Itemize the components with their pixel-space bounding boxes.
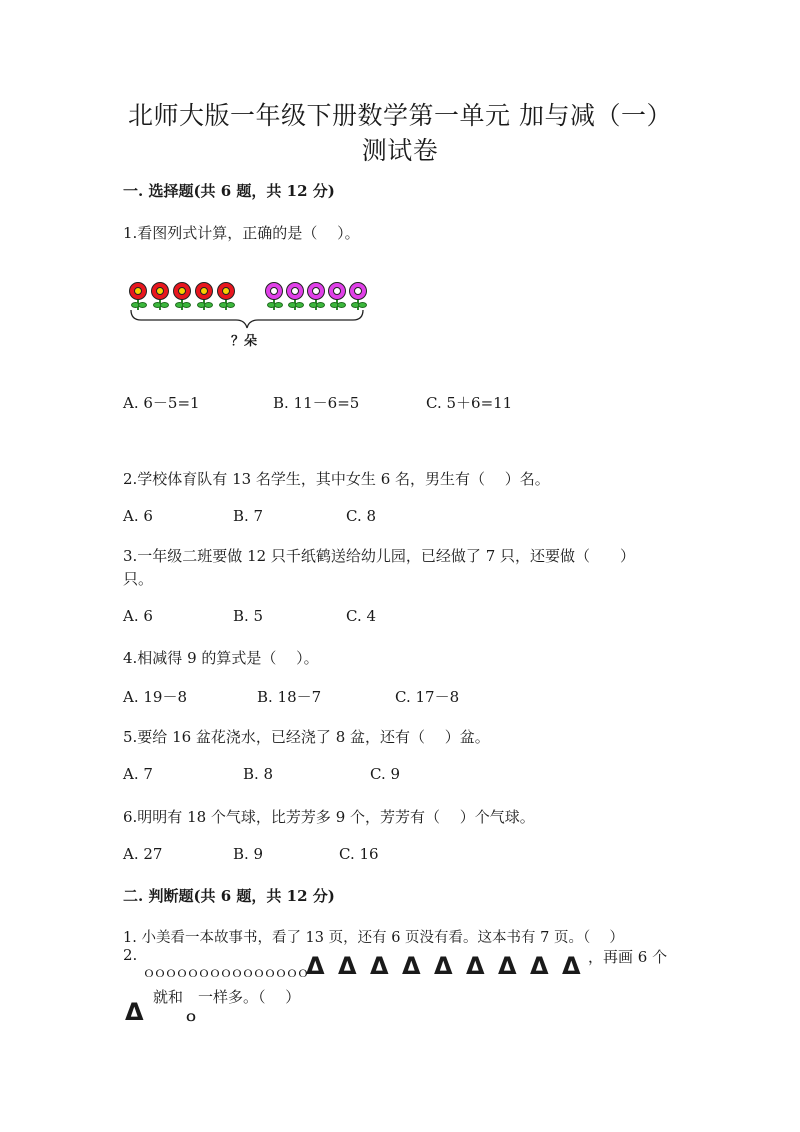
triangle-icon: Δ <box>402 952 421 980</box>
circle-icon: ｏ <box>184 1009 198 1025</box>
triangle-icon: Δ <box>370 952 389 980</box>
question-3-text-line2: 只。 <box>123 570 154 588</box>
triangle-icon: Δ <box>466 952 485 980</box>
question-4-option-a: A. 19－8 <box>123 688 187 706</box>
judgement-2-number: 2. <box>123 946 138 964</box>
figure-label: ？朵 <box>231 334 258 349</box>
question-4-option-b: B. 18－7 <box>257 688 322 706</box>
judgement-1-text: 1. 小美看一本故事书，看了 13 页，还有 6 页没有看。这本书有 7 页。（ ） <box>123 930 624 946</box>
question-4-option-c: C. 17－8 <box>395 688 460 706</box>
triangle-icon: Δ <box>306 952 325 980</box>
question-5-option-a: A. 7 <box>123 765 153 783</box>
question-1-option-b: B. 11－6=5 <box>273 394 360 412</box>
triangle-icon: Δ <box>338 952 357 980</box>
question-5-text: 5.要给 16 盆花浇水，已经浇了 8 盆，还有（ ）盆。 <box>123 728 490 746</box>
question-6-option-c: C. 16 <box>339 845 379 863</box>
triangle-icon: Δ <box>125 998 144 1026</box>
question-6-option-a: A. 27 <box>123 845 163 863</box>
page-subtitle: 测试卷 <box>361 136 439 165</box>
question-3-option-a: A. 6 <box>123 607 153 625</box>
question-2-option-c: C. 8 <box>346 507 377 525</box>
question-5-option-b: B. 8 <box>243 765 274 783</box>
circle-row: ｏｏｏｏｏｏｏｏｏｏｏｏｏｏｏ <box>142 965 307 981</box>
question-3-text-line1: 3.一年级二班要做 12 只千纸鹤送给幼儿园，已经做了 7 只，还要做（ ） <box>123 547 636 565</box>
brace-icon <box>128 308 366 330</box>
question-2-option-b: B. 7 <box>233 507 264 525</box>
question-3-option-b: B. 5 <box>233 607 264 625</box>
triangle-icon: Δ <box>434 952 453 980</box>
section-heading-choice: 一. 选择题(共 6 题，共 12 分) <box>123 182 335 200</box>
triangle-icon: Δ <box>498 952 517 980</box>
question-3-option-c: C. 4 <box>346 607 377 625</box>
question-6-option-b: B. 9 <box>233 845 264 863</box>
judgement-2-text-line2: 就和 一样多。（ ） <box>153 988 301 1006</box>
question-4-text: 4.相减得 9 的算式是（ ）。 <box>123 649 319 667</box>
question-6-text: 6.明明有 18 个气球，比芳芳多 9 个，芳芳有（ ）个气球。 <box>123 808 535 826</box>
question-1-option-c: C. 5＋6=11 <box>426 394 513 412</box>
triangle-icon: Δ <box>530 952 549 980</box>
question-1-option-a: A. 6－5=1 <box>123 394 200 412</box>
question-5-option-c: C. 9 <box>370 765 401 783</box>
page-title: 北师大版一年级下册数学第一单元 加与减（一） <box>128 101 672 130</box>
question-2-option-a: A. 6 <box>123 507 153 525</box>
question-2-text: 2.学校体育队有 13 名学生，其中女生 6 名，男生有（ ）名。 <box>123 470 550 488</box>
section-heading-judgement: 二. 判断题(共 6 题，共 12 分) <box>123 887 335 905</box>
judgement-2-text-end: ，再画 6 个 <box>588 948 668 966</box>
question-1-text: 1.看图列式计算，正确的是（ ）。 <box>123 224 360 242</box>
triangle-icon: Δ <box>562 952 581 980</box>
